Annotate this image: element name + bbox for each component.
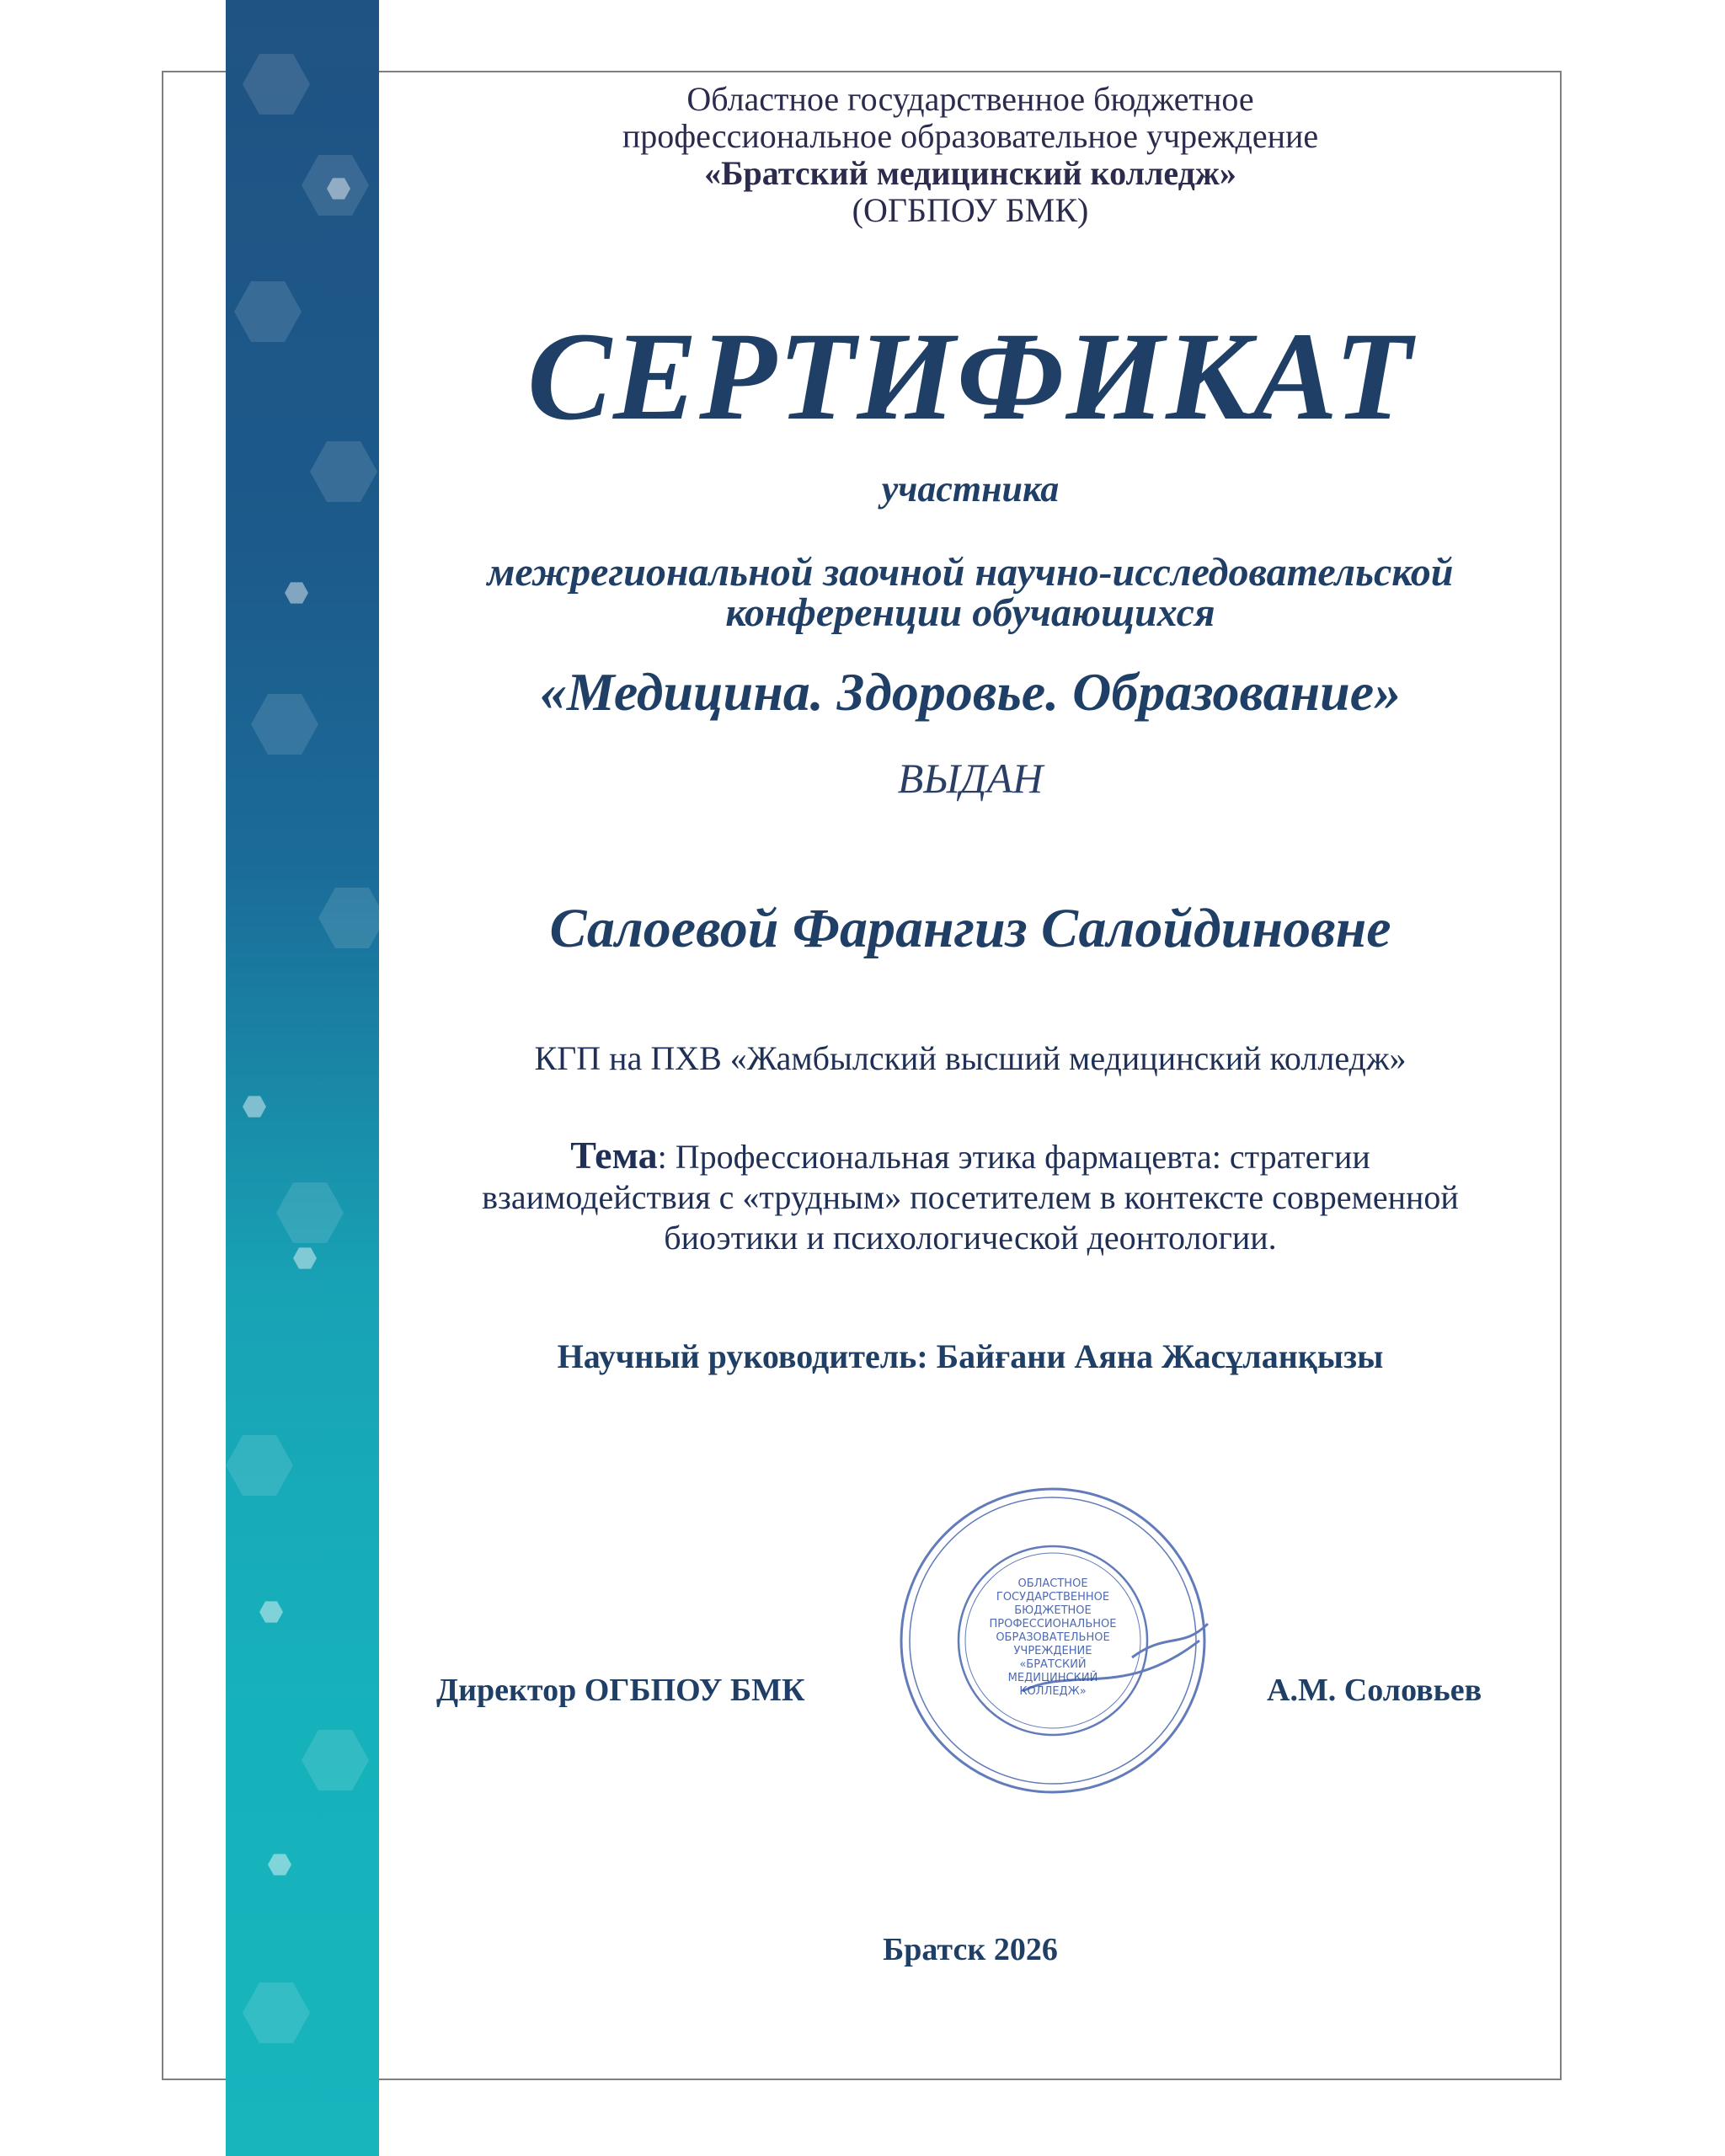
conference-description (379, 552, 1562, 633)
organization-header (379, 81, 1562, 229)
topic-line-1 (379, 1135, 1562, 1177)
hexagon-decoration (251, 691, 318, 758)
institution-name: КГП на ПХВ «Жамбылский высший медицинский колледж» (534, 1039, 1407, 1077)
sparkle-decoration (285, 581, 308, 605)
topic-line-3: биоэтики и психологической деонтологии. (664, 1219, 1277, 1257)
hexagon-decoration (318, 884, 379, 952)
topic-block (379, 1135, 1562, 1258)
recipient-name: Салоевой Фарангиз Салойдиновне (549, 898, 1391, 959)
seal-text-line: БЮДЖЕТНОЕ (1014, 1604, 1092, 1617)
seal-text-line: ОБЛАСТНОЕ (1017, 1577, 1088, 1590)
hexagon-decoration (276, 1179, 344, 1246)
hexagon-decoration (234, 278, 302, 345)
decorative-ribbon (226, 0, 379, 2156)
sparkle-decoration (259, 1600, 283, 1624)
hexagon-decoration (226, 1432, 293, 1499)
org-line-4: (ОГБПОУ БМК) (852, 191, 1089, 229)
sparkle-decoration (268, 1853, 291, 1876)
director-name: А.М. Соловьев (1267, 1673, 1482, 1708)
seal-text-line: МЕДИЦИНСКИЙ (1007, 1672, 1098, 1684)
issued-label: ВЫДАН (897, 755, 1044, 802)
certificate-title: СЕРТИФИКАТ (527, 307, 1413, 446)
seal-text-line: ГОСУДАРСТВЕННОЕ (996, 1591, 1110, 1604)
supervisor: Научный руководитель: Байғани Аяна Жасұланқызы (557, 1337, 1384, 1375)
org-line-1: Областное государственное бюджетное (686, 80, 1254, 118)
seal-text-line: КОЛЛЕДЖ» (1019, 1685, 1087, 1698)
participant-label: участника (881, 468, 1060, 510)
hexagon-decoration (243, 51, 310, 118)
topic-label: Тема (570, 1134, 658, 1177)
hexagon-decoration (310, 438, 377, 505)
topic-separator: : (657, 1138, 676, 1176)
org-line-2: профессиональное образовательное учреждение (622, 117, 1319, 155)
seal-text-line: «БРАТСКИЙ (1019, 1658, 1087, 1671)
org-line-3: «Братский медицинский колледж» (704, 154, 1236, 192)
seal-text-line: ОБРАЗОВАТЕЛЬНОЕ (996, 1631, 1110, 1644)
conference-line-1: межрегиональной заочной научно-исследовательской (487, 550, 1454, 595)
hexagon-decoration (243, 1979, 310, 2047)
sparkle-decoration (243, 1095, 266, 1118)
hexagon-decoration (302, 1726, 369, 1794)
sparkle-decoration (293, 1246, 317, 1270)
director-position: Директор ОГБПОУ БМК (436, 1673, 805, 1708)
official-seal (879, 1481, 1226, 1801)
topic-line-2: взаимодействия с «трудным» посетителем в контексте современной (482, 1178, 1459, 1216)
topic-text-1: Профессиональная этика фармацевта: стратегии (675, 1138, 1370, 1176)
seal-text-line: ПРОФЕССИОНАЛЬНОЕ (989, 1618, 1117, 1630)
conference-name: «Медицина. Здоровье. Образование» (539, 662, 1402, 722)
city-year: Братск 2026 (883, 1932, 1058, 1967)
seal-text-line: УЧРЕЖДЕНИЕ (1013, 1645, 1092, 1657)
conference-line-2: конференции обучающихся (725, 590, 1215, 635)
